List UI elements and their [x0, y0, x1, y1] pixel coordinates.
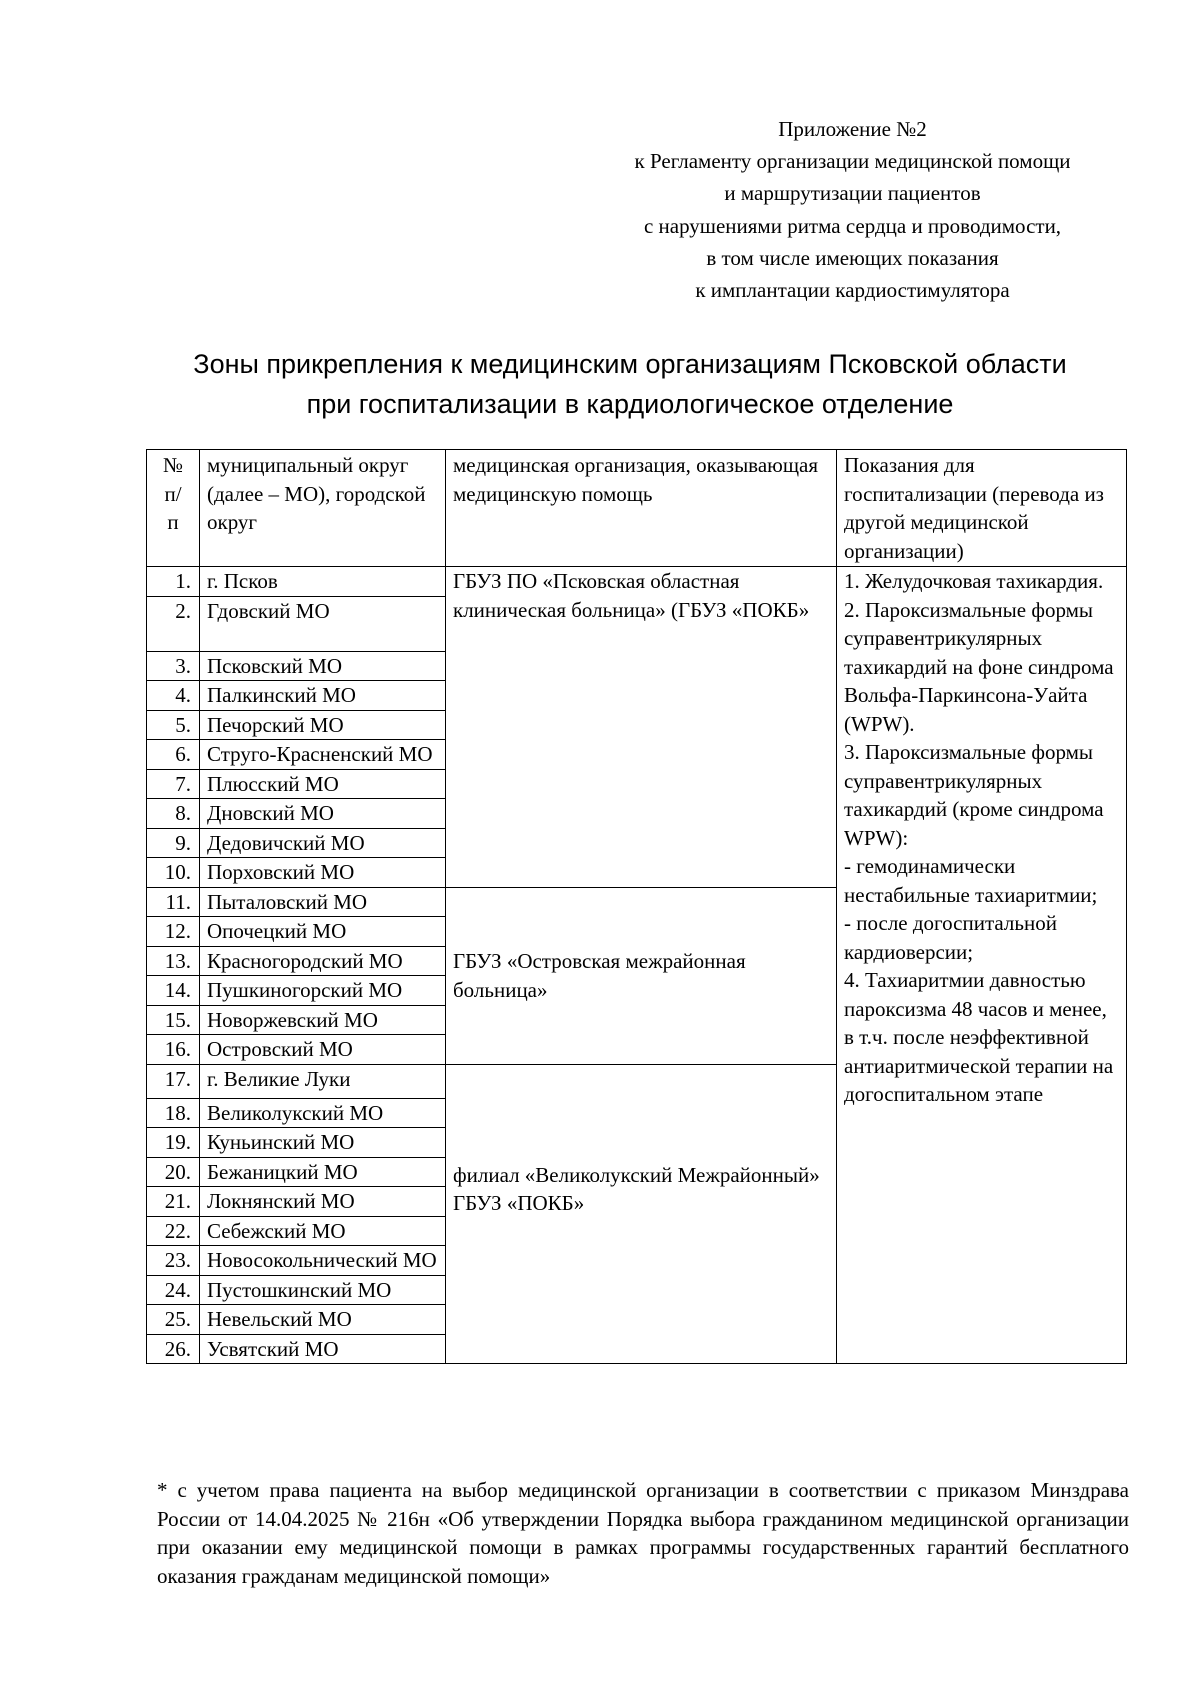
district-name: Великолукский МО: [200, 1098, 446, 1128]
district-name: г. Псков: [200, 567, 446, 597]
district-name: Островский МО: [200, 1035, 446, 1065]
row-number: 16.: [147, 1035, 200, 1065]
header-organization: медицинская организация, оказывающая медицинскую помощь: [446, 450, 837, 567]
appendix-header: [560, 113, 1145, 306]
district-name: Порховский МО: [200, 858, 446, 888]
district-name: Пушкиногорский МО: [200, 976, 446, 1006]
header-num-line: п/: [164, 481, 182, 506]
indication-item: 1. Желудочковая тахикардия.: [844, 569, 1104, 593]
indication-item: - после догоспитальной кардиоверсии;: [844, 911, 1057, 964]
row-number: 26.: [147, 1334, 200, 1364]
row-number: 7.: [147, 769, 200, 799]
appendix-line: с нарушениями ритма сердца и проводимости,: [643, 213, 1062, 238]
row-number: 22.: [147, 1216, 200, 1246]
row-number: 25.: [147, 1305, 200, 1335]
table-header-row: [147, 450, 1127, 567]
district-name: г. Великие Луки: [200, 1064, 446, 1098]
row-number: 11.: [147, 887, 200, 917]
row-number: 6.: [147, 740, 200, 770]
row-number: 3.: [147, 651, 200, 681]
row-number: 2.: [147, 596, 200, 651]
document-title: [140, 344, 1120, 424]
row-number: 20.: [147, 1157, 200, 1187]
indication-item: - гемодинамически нестабильные тахиаритмии;: [844, 854, 1098, 907]
indication-item: 2. Пароксизмальные формы суправентрикулярных тахикардий на фоне синдрома Вольфа-Паркинсона-Уайта (WPW).: [844, 597, 1114, 736]
district-name: Куньинский МО: [200, 1128, 446, 1158]
appendix-line: и маршрутизации пациентов: [724, 181, 981, 206]
row-number: 14.: [147, 976, 200, 1006]
row-number: 4.: [147, 681, 200, 711]
header-num: [147, 450, 200, 567]
row-number: 13.: [147, 946, 200, 976]
district-name: Пыталовский МО: [200, 887, 446, 917]
row-number: 23.: [147, 1246, 200, 1276]
zones-table: [146, 449, 1127, 1364]
district-name: Плюсский МО: [200, 769, 446, 799]
title-line: при госпитализации в кардиологическое отделение: [306, 389, 954, 419]
district-name: Бежаницкий МО: [200, 1157, 446, 1187]
district-name: Опочецкий МО: [200, 917, 446, 947]
district-name: Локнянский МО: [200, 1187, 446, 1217]
header-num-line: №: [162, 453, 184, 477]
indications-cell: [837, 567, 1127, 1364]
district-name: Печорский МО: [200, 710, 446, 740]
district-name: Гдовский МО: [200, 596, 446, 651]
table-row: [147, 567, 1127, 597]
district-name: Себежский МО: [200, 1216, 446, 1246]
appendix-line: в том числе имеющих показания: [706, 245, 999, 270]
appendix-line: к Регламенту организации медицинской помощи: [634, 149, 1071, 174]
indication-item: 3. Пароксизмальные формы суправентрикулярных тахикардий (кроме синдрома WPW):: [844, 740, 1104, 850]
row-number: 24.: [147, 1275, 200, 1305]
district-name: Дновский МО: [200, 799, 446, 829]
district-name: Струго-Красненский МО: [200, 740, 446, 770]
indication-item: 4. Тахиаритмии давностью пароксизма 48 часов и менее, в т.ч. после неэффективной антиаритмической терапии на догоспитальном этапе: [844, 968, 1114, 1106]
district-name: Палкинский МО: [200, 681, 446, 711]
organization-cell: ГБУЗ ПО «Псковская областная клиническая больница» (ГБУЗ «ПОКБ»: [446, 567, 837, 888]
title-line: Зоны прикрепления к медицинским организациям Псковской области: [193, 349, 1067, 379]
row-number: 19.: [147, 1128, 200, 1158]
organization-cell: ГБУЗ «Островская межрайонная больница»: [446, 887, 837, 1064]
district-name: Дедовичский МО: [200, 828, 446, 858]
header-district: муниципальный округ (далее – МО), городской округ: [200, 450, 446, 567]
appendix-line: к имплантации кардиостимулятора: [695, 278, 1010, 303]
district-name: Псковский МО: [200, 651, 446, 681]
district-name: Новоржевский МО: [200, 1005, 446, 1035]
row-number: 21.: [147, 1187, 200, 1217]
row-number: 5.: [147, 710, 200, 740]
header-num-line: п: [167, 510, 179, 534]
row-number: 18.: [147, 1098, 200, 1128]
organization-cell: филиал «Великолукский Межрайонный» ГБУЗ «ПОКБ»: [446, 1064, 837, 1364]
row-number: 15.: [147, 1005, 200, 1035]
appendix-line: Приложение №2: [778, 117, 927, 141]
row-number: 8.: [147, 799, 200, 829]
row-number: 1.: [147, 567, 200, 597]
footnote: * с учетом права пациента на выбор медицинской организации в соответствии с приказом Минздрава России от 14.04.2025 № 216н «Об утверждении Порядка выбора гражданином медицинской организации при оказании ему медицинской помощи в рамках программы государственных гарантий бесплатного оказания гражданам медицинской помощи»: [157, 1478, 1129, 1588]
district-name: Невельский МО: [200, 1305, 446, 1335]
header-indications: Показания для госпитализации (перевода из другой медицинской организации): [837, 450, 1127, 567]
district-name: Красногородский МО: [200, 946, 446, 976]
row-number: 17.: [147, 1064, 200, 1098]
row-number: 10.: [147, 858, 200, 888]
district-name: Пустошкинский МО: [200, 1275, 446, 1305]
row-number: 12.: [147, 917, 200, 947]
district-name: Усвятский МО: [200, 1334, 446, 1364]
row-number: 9.: [147, 828, 200, 858]
district-name: Новосокольнический МО: [200, 1246, 446, 1276]
